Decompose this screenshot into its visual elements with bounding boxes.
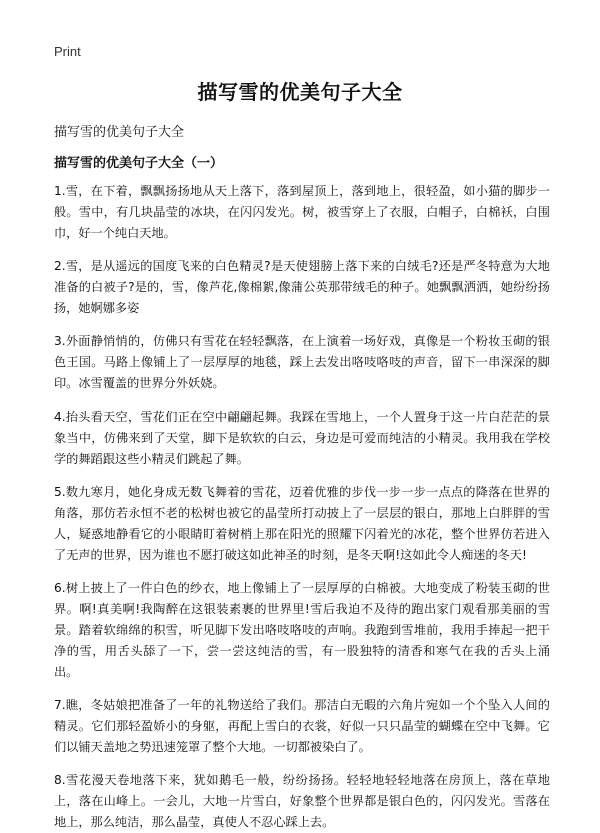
paragraph-list [54, 181, 550, 833]
paragraph-1: 1.雪，在下着，飘飘扬扬地从天上落下，落到屋顶上，落到地上，很轻盈，如小猫的脚步一般。雪中，有几块晶莹的冰块，在闪闪发光。树，被雪穿上了衣服，白帽子，白棉袄，白围巾，好一个纯白天地。 [54, 184, 550, 240]
paragraph-4: 4.抬头看天空，雪花们正在空中翩翩起舞。我踩在雪地上，一个人置身于这一片白茫茫的景象当中，仿佛来到了天堂，脚下是软软的白云，身边是可爱而纯洁的小精灵。我用我在学校学的舞蹈跟这些小精灵们跳起了舞。 [54, 409, 550, 466]
paragraph-7: 7.瞧，冬姑娘把准备了一年的礼物送给了我们。那洁白无暇的六角片宛如一个个坠入人间的精灵。它们那轻盈娇小的身躯，再配上雪白的衣裳，好似一只只晶莹的蝴蝶在空中飞舞。它们以铺天盖地之势迅速笼罩了整个大地。一切都被染白了。 [54, 698, 550, 755]
print-link[interactable]: Print [54, 44, 81, 59]
paragraph-8: 8.雪花漫天卷地落下来，犹如鹅毛一般，纷纷扬扬。轻轻地轻轻地落在房顶上，落在草地上，落在山峰上。一会儿，大地一片雪白，好象整个世界都是银白色的，闪闪发光。雪落在地上，那么纯洁，那么晶莹，真使人不忍心踩上去。 [54, 773, 550, 830]
paragraph-6: 6.树上披上了一件白色的纱衣，地上像铺上了一层厚厚的白棉被。大地变成了粉装玉砌的世界。啊!真美啊!我陶醉在这银装素裹的世界里!雪后我迫不及待的跑出家门观看那美丽的雪景。踏着软绵绵的积雪，听见脚下发出咯吱咯吱的声响。我跑到雪堆前，我用手捧起一把干净的雪，用舌头舔了一下，尝一尝这纯洁的雪，有一股独特的清香和寒气在我的舌头上涌出。 [54, 580, 550, 679]
section-heading: 描写雪的优美句子大全（一） [54, 156, 224, 171]
paragraph-3: 3.外面静悄悄的，仿佛只有雪花在轻轻飘落，在上演着一场好戏，真像是一个粉妆玉砌的银色王国。马路上像铺上了一层厚厚的地毯，踩上去发出咯吱咯吱的声音，留下一串深深的脚印。冰雪覆盖的世界分外妖娆。 [54, 334, 550, 391]
paragraph-5: 5.数九寒月，她化身成无数飞舞着的雪花，迈着优雅的步伐一步一步一点点的降落在世界的角落，那仿若永恒不老的松树也被它的晶莹所打动披上了一层层的银白，那地上白胖胖的雪人，疑惑地静看它的小眼睛盯着树梢上那在阳光的照耀下闪着光的冰花，整个世界仿若进入了无声的世界，因为谁也不愿打破这如此神圣的时刻，是冬天啊!这如此令人痴迷的冬天! [54, 484, 550, 562]
paragraph-2: 2.雪，是从遥远的国度飞来的白色精灵?是天使翅膀上落下来的白绒毛?还是严冬特意为大地准备的白被子?是的，雪，像芦花,像棉絮,像蒲公英那带绒毛的种子。她飘飘洒洒，她纷纷扬扬，她婀娜多姿 [54, 259, 550, 316]
page-title: 描写雪的优美句子大全 [197, 80, 403, 104]
document-subtitle: 描写雪的优美句子大全 [54, 125, 185, 140]
